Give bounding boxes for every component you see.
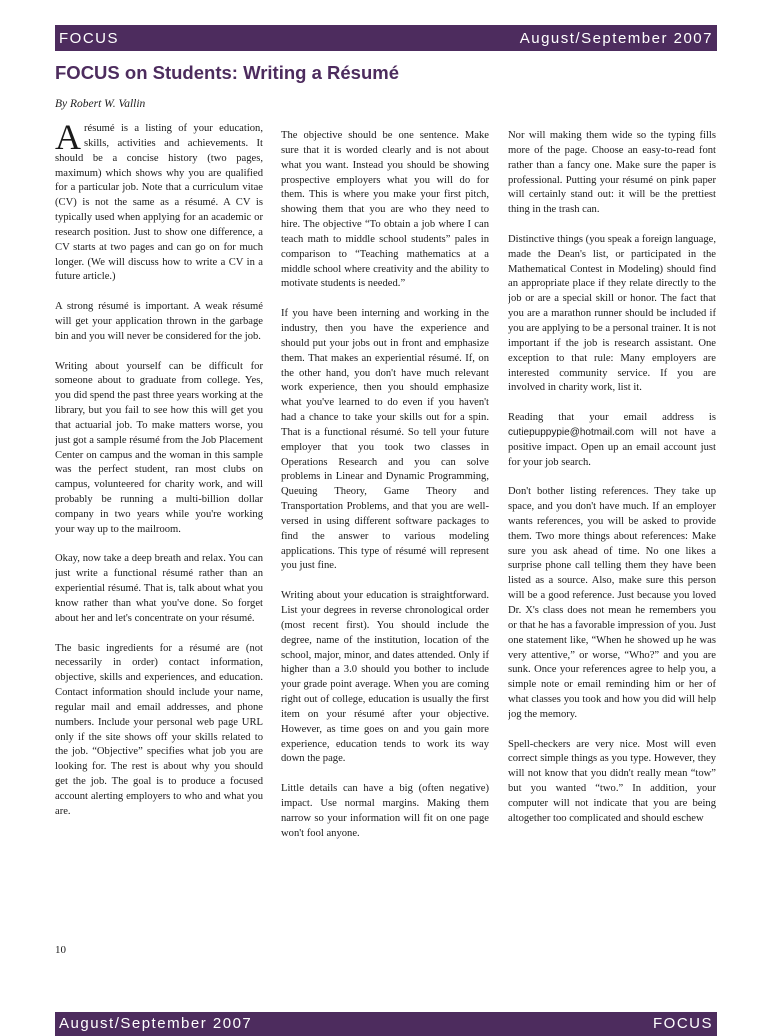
paragraph-1-text: résumé is a listing of your education, skills, activities and achievements. It should be a concise history (two pages, maximum) which shows why you are qualified for a particular job. Note that a curriculum vitae (CV) is not the same as a résumé. A CV is typically used when applying for an academic or research position. Just to show one difference, a CV starts at two pages and can go on for much longer. (We will discuss how to write a CV in a future article.)	[55, 123, 263, 283]
footer-issue-date: August/September 2007	[59, 1015, 253, 1032]
paragraph-3: Writing about yourself can be difficult for someone about to graduate from college. Yes, you did spend the past three years working at the library, but you fail to see how this will get you that actuarial job. To make matters worse, you just got a sample résumé from the Job Placement Center on campus and the woman in this sample was the perfect student, ran most clubs on campus, volunteered for charity work, and will probably be running a multi-billion dollar company in two years while you're working your way up to the mailroom.	[55, 360, 263, 535]
paragraph-12	[508, 411, 716, 470]
paragraph-5: The basic ingredients for a résumé are (not necessarily in order) contact information, objective, skills and experiences, and education. Contact information should include your name, regular mail and email addresses, and phone numbers. Include your personal web page URL only if the site shows off your skills related to the job. “Objective” specifies what job you are looking for. The rest is about why you should get the job. The goal is to produce a focused account alerting employers to who and what you are.	[55, 642, 263, 817]
header-magazine-name: FOCUS	[59, 29, 119, 47]
drop-cap: A	[55, 122, 81, 157]
paragraph-10: Nor will making them wide so the typing fills more of the page. Choose an easy-to-read font rather than a fancy one. Make sure the paper is professional. Putting your résumé on pink paper will certainly stand out: it will be the prettiest thing in the trash can.	[508, 130, 716, 216]
column-2	[281, 129, 489, 945]
footer-band	[55, 1012, 717, 1036]
footer-magazine-name: FOCUS	[653, 1015, 713, 1032]
paragraph-12-lead: Reading that your email address is	[508, 412, 716, 424]
header-band	[55, 25, 717, 51]
paragraph-11: Distinctive things (you speak a foreign language, made the Dean's list, or participated in the Mathematical Contest in Modeling) should find an appropriate place if they relate directly to the job or are a special skill or honor. The fact that you are a marathon runner should be included if you are applying to be a personal trainer. It is not important if the job is research assistant. One exception to that rule: Many employers are interested community service. If you are involved in charity work, list it.	[508, 233, 716, 394]
header-issue-date: August/September 2007	[519, 29, 713, 47]
paragraph-13: Don't bother listing references. They take up space, and you don't have much. If an employer wants references, you will be asked to provide them. Two more things about references: Make sure you ask ahead of time. No one likes a surprise phone call telling them they have been listed as a source. Also, make sure this person will be a good reference. Just because you loved Dr. X's class does not mean he remembers you or that he has a favorable impression of you. Just one statement like, “When he showed up he was very attentive,” or worse, “Who?” and you are sunk. Once your references agree to help you, a simple note or email reminding him or her of what classes you took and how you did will help jog the memory.	[508, 486, 716, 720]
paragraph-8: Writing about your education is straightforward. List your degrees in reverse chronological order (most recent first). You should include the degree, name of the institution, location of the school, major, minor, and dates attended. Only if higher than a 3.0 should you bother to include your grade point average. When you are coming right out of college, education is usually the first item on your résumé after your objective. However, as time goes on and you gain more experience, education tends to work its way down the page.	[281, 590, 489, 765]
paragraph-4: Okay, now take a deep breath and relax. You can just write a functional résumé rather than an experiential résumé. That is, talk about what you know rather than what you've done. So forget about her and let's concentrate on your résumé.	[55, 553, 263, 624]
article-byline: By Robert W. Vallin	[55, 98, 146, 110]
article-title: FOCUS on Students: Writing a Résumé	[55, 62, 399, 83]
paragraph-14: Spell-checkers are very nice. Most will even correct simple things as you type. However, they will not know that you didn't really mean “tow” but you wanted “two.” In addition, your computer will not indicate that you are being altogether too complicated and should eschew	[508, 738, 716, 824]
column-3	[508, 129, 716, 945]
paragraph-2: A strong résumé is important. A weak résumé will get your application thrown in the garbage bin and you will never be considered for the job.	[55, 301, 263, 342]
paragraph-12-tail: will not have a positive impact. Open up an email account just for your job search.	[508, 426, 716, 468]
paragraph-1	[55, 122, 263, 285]
sample-email-address: cutiepuppypie@hotmail.com	[508, 426, 634, 438]
page-number: 10	[55, 944, 66, 956]
paragraph-6: The objective should be one sentence. Make sure that it is worded clearly and is not about what you want. Instead you should be showing prospective employers what you will do for them. This is where you make your first pitch, showing them that you are who they need to hire. The objective “To obtain a job where I can teach math to middle school students” pales in comparison to “Teaching mathematics at a middle school where creativity and the ability to motivate students is needed.”	[281, 130, 489, 290]
column-1	[55, 122, 263, 938]
paragraph-7: If you have been interning and working in the industry, then you have the experience and should put your jobs out in front and emphasize them. That makes an experiential résumé. If, on the other hand, you don't have much relevant work experience, then you should emphasize what you've learned to do even if you haven't had a chance to take your skills out for a spin. That is a functional résumé. So tell your future employer that you took two classes in Operations Research and you can solve problems in Linear and Dynamic Programming, Queuing Theory, Game Theory and Transportation Problems, and that you are well-versed in using different software packages to find the answer to various modeling applications. This type of résumé will represent you just fine.	[281, 308, 489, 572]
paragraph-9: Little details can have a big (often negative) impact. Use normal margins. Making them narrow so your information will fit on one page won't fool anyone.	[281, 783, 489, 839]
